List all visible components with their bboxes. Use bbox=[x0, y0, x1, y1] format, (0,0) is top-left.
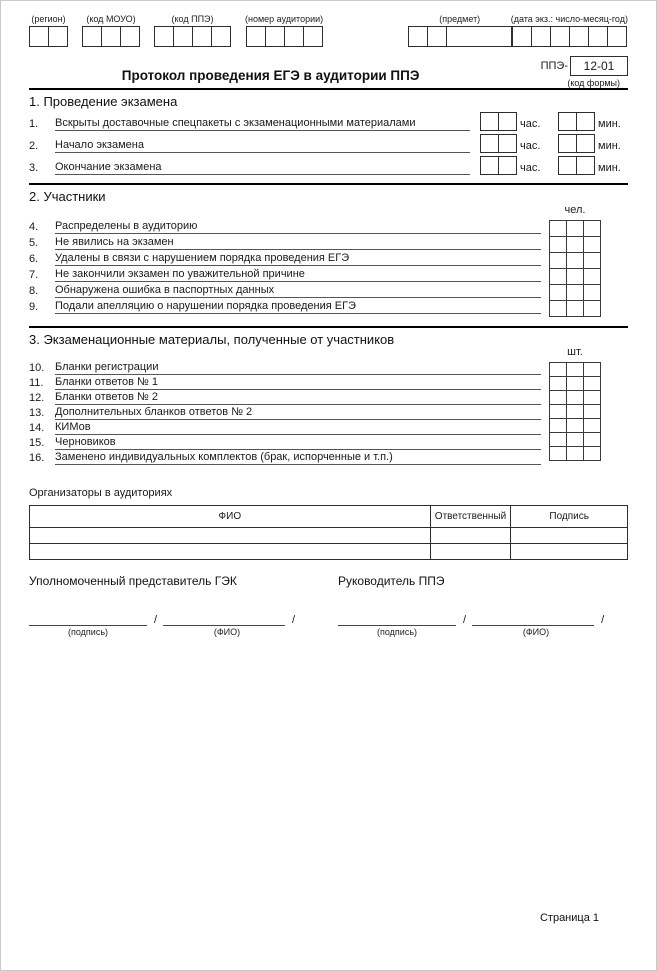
count-grid-cell[interactable] bbox=[584, 377, 601, 391]
field-region-label: (регион) bbox=[31, 14, 66, 24]
item-label: Не явились на экзамен bbox=[55, 236, 541, 250]
code-cell[interactable] bbox=[408, 26, 428, 47]
count-grid-cell[interactable] bbox=[550, 433, 567, 447]
gek-representative-title: Уполномоченный представитель ГЭК bbox=[29, 574, 237, 588]
item-number: 2. bbox=[29, 140, 39, 152]
code-cell[interactable] bbox=[246, 26, 266, 47]
item-number: 12. bbox=[29, 392, 45, 404]
hour-unit-label: час. bbox=[520, 118, 541, 130]
header-fields-right bbox=[408, 14, 628, 47]
header-title-row bbox=[29, 56, 628, 88]
responsible-cell[interactable] bbox=[430, 544, 511, 560]
minute-cell[interactable] bbox=[576, 156, 595, 175]
fio-cell[interactable] bbox=[30, 544, 431, 560]
minute-boxes bbox=[558, 156, 595, 175]
signature-labels bbox=[29, 627, 301, 637]
signature-lines bbox=[29, 588, 628, 637]
code-cell[interactable] bbox=[120, 26, 140, 47]
item-label: Дополнительных бланков ответов № 2 bbox=[55, 406, 541, 420]
fio-cell[interactable] bbox=[30, 528, 431, 544]
code-cell[interactable] bbox=[82, 26, 102, 47]
slash-separator: / bbox=[153, 614, 157, 626]
count-grid-cell[interactable] bbox=[567, 419, 584, 433]
minute-cell[interactable] bbox=[576, 134, 595, 153]
signature-line-row bbox=[338, 612, 610, 626]
count-grid-cell[interactable] bbox=[567, 221, 584, 237]
count-grid-cell[interactable] bbox=[550, 253, 567, 269]
item-label: Бланки регистрации bbox=[55, 361, 541, 375]
section-1-title: 1. Проведение экзамена bbox=[29, 94, 178, 109]
section-3 bbox=[29, 328, 628, 465]
form-item-1 bbox=[29, 109, 628, 131]
section-2-items bbox=[29, 218, 628, 314]
code-cell[interactable] bbox=[29, 26, 49, 47]
code-cell[interactable] bbox=[101, 26, 121, 47]
section-1 bbox=[29, 90, 628, 183]
slash-separator: / bbox=[463, 614, 467, 626]
form-code-value: 12-01 bbox=[570, 56, 628, 76]
item-label: Черновиков bbox=[55, 436, 541, 450]
hour-unit-label: час. bbox=[520, 162, 541, 174]
minute-cell[interactable] bbox=[558, 134, 577, 153]
field-audience-number-boxes bbox=[246, 26, 323, 47]
count-grid-cell[interactable] bbox=[550, 419, 567, 433]
count-grid-cell[interactable] bbox=[550, 391, 567, 405]
hour-unit-label: час. bbox=[520, 140, 541, 152]
form-item-8 bbox=[29, 282, 628, 298]
count-grid-cell[interactable] bbox=[550, 285, 567, 301]
count-grid-cell[interactable] bbox=[567, 253, 584, 269]
page-title: Протокол проведения ЕГЭ в аудитории ППЭ bbox=[121, 68, 420, 83]
minute-unit-label: мин. bbox=[598, 118, 621, 130]
form-item-10 bbox=[29, 360, 628, 375]
count-grid-cell[interactable] bbox=[584, 447, 601, 461]
organizers-col-fio: ФИО bbox=[30, 506, 431, 528]
organizers-table bbox=[29, 505, 628, 560]
time-input-group bbox=[480, 156, 628, 175]
header-fields-left bbox=[29, 14, 323, 47]
code-cell[interactable] bbox=[265, 26, 285, 47]
form-item-5 bbox=[29, 234, 628, 250]
code-cell[interactable] bbox=[154, 26, 174, 47]
signature-line[interactable] bbox=[29, 612, 147, 626]
hour-boxes bbox=[480, 156, 517, 175]
organizers-col-signature: Подпись bbox=[511, 506, 628, 528]
item-number: 6. bbox=[29, 253, 39, 265]
field-subject-boxes bbox=[408, 26, 512, 47]
organizers-header-row bbox=[30, 506, 628, 528]
count-grid-cell[interactable] bbox=[567, 391, 584, 405]
code-cell[interactable] bbox=[569, 26, 589, 47]
code-cell[interactable] bbox=[531, 26, 551, 47]
item-number: 16. bbox=[29, 452, 45, 464]
field-ppe-code-label: (код ППЭ) bbox=[171, 14, 214, 24]
hour-cell[interactable] bbox=[498, 156, 517, 175]
item-number: 14. bbox=[29, 422, 45, 434]
hour-cell[interactable] bbox=[480, 134, 499, 153]
item-label: Обнаружена ошибка в паспортных данных bbox=[55, 284, 541, 298]
count-grid-cell[interactable] bbox=[584, 363, 601, 377]
item-number: 4. bbox=[29, 221, 39, 233]
count-grid-cell[interactable] bbox=[550, 447, 567, 461]
code-cell[interactable] bbox=[607, 26, 627, 47]
hour-cell[interactable] bbox=[480, 156, 499, 175]
subject-name-cell[interactable] bbox=[446, 26, 512, 47]
count-grid-cell[interactable] bbox=[584, 285, 601, 301]
organizers-title: Организаторы в аудиториях bbox=[29, 487, 173, 499]
minute-unit-label: мин. bbox=[598, 140, 621, 152]
item-number: 7. bbox=[29, 269, 39, 281]
count-grid-cell[interactable] bbox=[567, 433, 584, 447]
item-label: Начало экзамена bbox=[55, 139, 470, 153]
count-grid-cell[interactable] bbox=[584, 269, 601, 285]
time-input-group bbox=[480, 112, 628, 131]
code-cell[interactable] bbox=[48, 26, 68, 47]
count-grid-cell[interactable] bbox=[550, 301, 567, 317]
code-cell[interactable] bbox=[192, 26, 212, 47]
field-mouo-boxes bbox=[82, 26, 140, 47]
signature-titles bbox=[29, 574, 628, 588]
hour-cell[interactable] bbox=[498, 112, 517, 131]
field-exam-date-label: (дата экз.: число-месяц-год) bbox=[510, 14, 628, 24]
field-mouo-label: (код МОУО) bbox=[86, 14, 136, 24]
signature-cell[interactable] bbox=[511, 528, 628, 544]
count-grid-cell[interactable] bbox=[550, 405, 567, 419]
fio-line[interactable] bbox=[163, 612, 285, 626]
count-grid-cell[interactable] bbox=[584, 433, 601, 447]
minute-cell[interactable] bbox=[558, 156, 577, 175]
form-code-row bbox=[541, 56, 628, 76]
item-label: Не закончили экзамен по уважительной причине bbox=[55, 268, 541, 282]
count-grid-cell[interactable] bbox=[567, 237, 584, 253]
participants-count-grid bbox=[549, 220, 601, 317]
field-audience-number bbox=[245, 14, 323, 47]
count-grid-cell[interactable] bbox=[584, 237, 601, 253]
field-mouo bbox=[82, 14, 140, 47]
minute-cell[interactable] bbox=[576, 112, 595, 131]
count-grid-cell[interactable] bbox=[567, 285, 584, 301]
code-cell[interactable] bbox=[550, 26, 570, 47]
form-code-block bbox=[512, 56, 628, 88]
code-cell[interactable] bbox=[211, 26, 231, 47]
item-number: 3. bbox=[29, 162, 39, 174]
item-number: 1. bbox=[29, 118, 39, 130]
count-grid-cell[interactable] bbox=[584, 391, 601, 405]
signature-line[interactable] bbox=[338, 612, 456, 626]
item-number: 11. bbox=[29, 377, 44, 389]
item-number: 9. bbox=[29, 301, 39, 313]
form-item-6 bbox=[29, 250, 628, 266]
item-label: КИМов bbox=[55, 421, 541, 435]
form-item-12 bbox=[29, 390, 628, 405]
count-grid-cell[interactable] bbox=[567, 301, 584, 317]
field-region-boxes bbox=[29, 26, 68, 47]
form-item-14 bbox=[29, 420, 628, 435]
count-grid-cell[interactable] bbox=[567, 405, 584, 419]
item-number: 13. bbox=[29, 407, 45, 419]
form-item-15 bbox=[29, 435, 628, 450]
slash-separator: / bbox=[291, 614, 295, 626]
field-exam-date bbox=[511, 14, 628, 47]
fio-label: (ФИО) bbox=[522, 627, 550, 637]
form-item-4 bbox=[29, 218, 628, 234]
minute-unit-label: мин. bbox=[598, 162, 621, 174]
materials-count-grid bbox=[549, 362, 601, 461]
item-number: 5. bbox=[29, 237, 39, 249]
item-label: Подали апелляцию о нарушении порядка проведения ЕГЭ bbox=[55, 300, 541, 314]
item-label: Окончание экзамена bbox=[55, 161, 470, 175]
fio-label: (ФИО) bbox=[213, 627, 241, 637]
signature-label: (подпись) bbox=[67, 627, 109, 637]
hour-cell[interactable] bbox=[480, 112, 499, 131]
form-code-prefix: ППЭ- bbox=[540, 60, 568, 72]
count-grid-cell[interactable] bbox=[584, 253, 601, 269]
time-input-group bbox=[480, 134, 628, 153]
minute-boxes bbox=[558, 134, 595, 153]
code-cell[interactable] bbox=[284, 26, 304, 47]
form-item-11 bbox=[29, 375, 628, 390]
header-code-fields bbox=[29, 14, 628, 47]
item-label: Удалены в связи с нарушением порядка проведения ЕГЭ bbox=[55, 252, 541, 266]
code-cell[interactable] bbox=[512, 26, 532, 47]
signature-labels bbox=[338, 627, 610, 637]
code-cell[interactable] bbox=[173, 26, 193, 47]
field-ppe-code-boxes bbox=[154, 26, 231, 47]
section-3-title: 3. Экзаменационные материалы, полученные от участников bbox=[29, 332, 395, 347]
title-wrap bbox=[29, 56, 512, 85]
count-grid-cell[interactable] bbox=[567, 377, 584, 391]
form-item-7 bbox=[29, 266, 628, 282]
slash-separator: / bbox=[601, 614, 605, 626]
section-2-unit-label: чел. bbox=[564, 204, 586, 216]
hour-cell[interactable] bbox=[498, 134, 517, 153]
field-exam-date-boxes bbox=[512, 26, 627, 47]
organizers-col-responsible: Ответственный bbox=[430, 506, 511, 528]
count-grid-cell[interactable] bbox=[550, 221, 567, 237]
count-grid-cell[interactable] bbox=[550, 269, 567, 285]
count-grid-cell[interactable] bbox=[567, 269, 584, 285]
item-label: Заменено индивидуальных комплектов (брак, испорченные и т.п.) bbox=[55, 451, 541, 465]
item-label: Бланки ответов № 2 bbox=[55, 391, 541, 405]
field-region bbox=[29, 14, 68, 47]
signature-line-row bbox=[29, 612, 301, 626]
field-subject-label: (предмет) bbox=[439, 14, 481, 24]
code-cell[interactable] bbox=[588, 26, 608, 47]
signature-cell[interactable] bbox=[511, 544, 628, 560]
ppe-head-title: Руководитель ППЭ bbox=[338, 574, 445, 588]
minute-boxes bbox=[558, 112, 595, 131]
count-grid-cell[interactable] bbox=[550, 377, 567, 391]
form-item-2 bbox=[29, 131, 628, 153]
minute-cell[interactable] bbox=[558, 112, 577, 131]
count-grid-cell[interactable] bbox=[567, 447, 584, 461]
form-code-label: (код формы) bbox=[567, 78, 620, 88]
field-subject bbox=[408, 14, 512, 47]
count-grid-cell[interactable] bbox=[584, 405, 601, 419]
section-2 bbox=[29, 185, 628, 326]
code-cell[interactable] bbox=[427, 26, 447, 47]
hour-boxes bbox=[480, 134, 517, 153]
item-number: 15. bbox=[29, 437, 45, 449]
field-ppe-code bbox=[154, 14, 231, 47]
item-number: 8. bbox=[29, 285, 39, 297]
gek-signature-block bbox=[29, 588, 301, 637]
item-label: Бланки ответов № 1 bbox=[55, 376, 541, 390]
responsible-cell[interactable] bbox=[430, 528, 511, 544]
item-label: Вскрыты доставочные спецпакеты с экзаменационными материалами bbox=[55, 117, 470, 131]
item-number: 10. bbox=[29, 362, 45, 374]
form-item-9 bbox=[29, 298, 628, 314]
count-grid-cell[interactable] bbox=[567, 363, 584, 377]
code-cell[interactable] bbox=[303, 26, 323, 47]
section-2-title: 2. Участники bbox=[29, 189, 106, 204]
form-item-3 bbox=[29, 153, 628, 175]
signature-label: (подпись) bbox=[376, 627, 418, 637]
count-grid-cell[interactable] bbox=[550, 237, 567, 253]
section-3-unit-label: шт. bbox=[567, 346, 583, 358]
count-grid-cell[interactable] bbox=[584, 301, 601, 317]
fio-line[interactable] bbox=[472, 612, 594, 626]
page-number: Страница 1 bbox=[539, 912, 599, 924]
field-audience-number-label: (номер аудитории) bbox=[245, 14, 324, 24]
section-3-items bbox=[29, 360, 628, 465]
form-item-13 bbox=[29, 405, 628, 420]
ppe-head-signature-block bbox=[338, 588, 610, 637]
organizers-empty-row bbox=[30, 528, 628, 544]
organizers-empty-row bbox=[30, 544, 628, 560]
count-grid-cell[interactable] bbox=[584, 419, 601, 433]
count-grid-cell[interactable] bbox=[550, 363, 567, 377]
hour-boxes bbox=[480, 112, 517, 131]
item-label: Распределены в аудиторию bbox=[55, 220, 541, 234]
form-item-16 bbox=[29, 450, 628, 465]
count-grid-cell[interactable] bbox=[584, 221, 601, 237]
